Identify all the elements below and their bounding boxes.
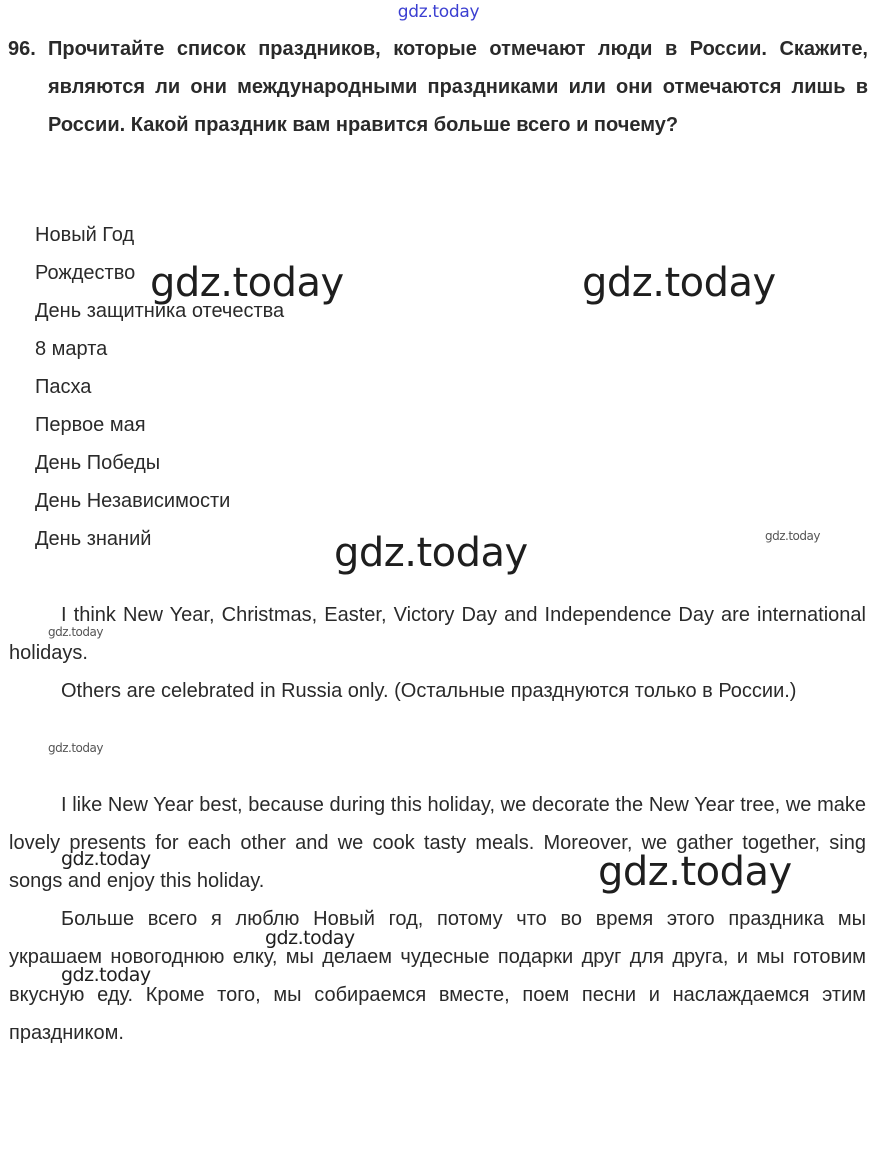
list-item: Первое мая [35, 414, 146, 436]
task-text: Прочитайте список праздников, которые отмечают люди в России. Скажите, являются ли они международными праздниками или они отмечаются лишь в России. Какой праздник вам нравится больше всего и почему? [48, 38, 868, 136]
watermark: gdz.today [61, 848, 151, 870]
top-watermark: gdz.today [397, 2, 480, 22]
watermark: gdz.today [48, 741, 103, 755]
list-item: 8 марта [35, 338, 108, 360]
list-item: День Независимости [35, 490, 231, 512]
list-item: Пасха [35, 376, 92, 398]
watermark: gdz.today [61, 964, 151, 986]
watermark: gdz.today [150, 260, 344, 306]
watermark: gdz.today [48, 625, 103, 639]
list-item: Новый Год [35, 224, 135, 246]
watermark: gdz.today [765, 529, 820, 543]
list-item: Рождество [35, 262, 136, 284]
watermark: gdz.today [265, 927, 355, 949]
watermark: gdz.today [598, 849, 792, 895]
answer-paragraph-1: I think New Year, Christmas, Easter, Victory Day and Independence Day are international holidays. [9, 604, 866, 664]
answer-paragraph-4: Больше всего я люблю Новый год, потому что во время этого праздника мы украшаем новогоднюю елку, мы делаем чудесные подарки друг для друга, и мы готовим вкусную еду. Кроме того, мы собираемся вместе, поем песни и наслаждаемся этим праздником. [9, 908, 866, 1044]
task-number: 96. [8, 38, 36, 60]
answer-paragraph-2: Others are celebrated in Russia only. (Остальные празднуются только в России.) [61, 680, 797, 702]
list-item: День защитника отечества [35, 300, 285, 322]
list-item: День знаний [35, 528, 152, 550]
task-block [8, 30, 868, 144]
list-item: День Победы [35, 452, 161, 474]
watermark: gdz.today [582, 260, 776, 306]
answer-paragraph-3: I like New Year best, because during this holiday, we decorate the New Year tree, we make lovely presents for each other and we cook tasty meals. Moreover, we gather together, sing songs and enjoy this holiday. [9, 794, 866, 892]
watermark: gdz.today [334, 530, 528, 576]
